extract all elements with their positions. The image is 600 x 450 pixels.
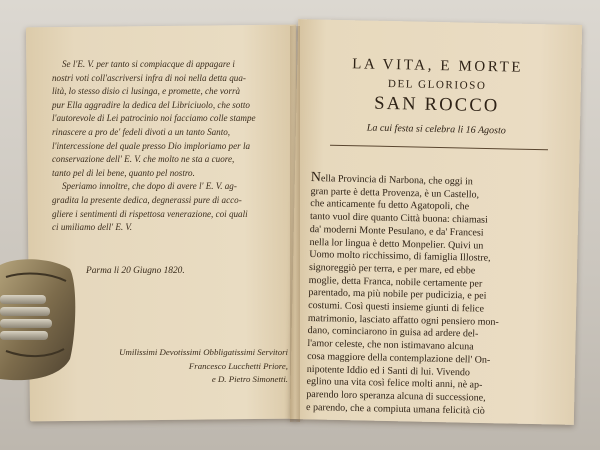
text-line: l'amor celeste, che non istimavano alcuna [307, 338, 474, 353]
text-line: parendo loro speranza alcuna di successione, [306, 388, 486, 404]
text-line: nella lor lingua è detto Monpelier. Quivi un [309, 236, 484, 252]
title-line-3: SAN ROCCO [374, 93, 500, 117]
text-line: nostri voti coll'ascriversi infra di noi nella detta qua- [52, 72, 246, 83]
signature-block [112, 346, 288, 387]
text-line: rinascere a pro de' fedeli divoti a un tanto Santo, [52, 126, 231, 137]
metal-clip-icon [0, 255, 78, 387]
signature-line: Francesco Lucchetti Priore, [188, 360, 288, 371]
text-line: tanto vuol dire quanto Città buona: chiamasi [309, 211, 488, 226]
text-line: Speriamo innoltre, che dopo di avere l' E. V. ag- [62, 181, 237, 192]
text-line: Se l'E. V. per tanto si compiacque di appagare i [62, 59, 235, 69]
signature-line: e D. Pietro Simonetti. [211, 374, 288, 384]
title-line-1: LA VITA, E MORTE [352, 56, 524, 76]
text-line: matrimonio, lasciato affatto ogni pensiero mon- [307, 312, 499, 328]
text-line: l'intercessione del quale presso Dio imploriamo per la [52, 140, 251, 151]
text-line: Uomo molto ricchissimo, di famiglia Illostre, [309, 249, 491, 264]
text-line: e parendo, che a compiuta umana felicità ciò [305, 401, 485, 417]
text-line: gradita la presente dedica, degnerassi pure di acco- [52, 194, 242, 205]
book-gutter [290, 26, 300, 422]
text-line: nipotente Iddio ed i Santi di lui. Vivendo [306, 363, 471, 378]
text-line: ci umiliamo dell' E. V. [52, 222, 133, 233]
text-line: pur Ella aggradire la dedica del Libriciuolo, che sotto [52, 99, 250, 110]
text-line: conservazione dell' E. V. che molto ne sta a cuore, [52, 154, 235, 165]
text-line: tanto pel di lei bene, quanto pel nostro. [52, 167, 195, 178]
dateline: Parma li 20 Giugno 1820. [86, 266, 185, 276]
text-line: gliere i sentimenti di rispettosa venerazione, coi quali [52, 208, 248, 219]
text-line: l'autorevole di Lei patrocinio noi facciamo colle stampe [52, 113, 256, 124]
body-text [306, 172, 567, 420]
text-line-rest: ella Provincia di Narbona, che oggi in [320, 173, 473, 188]
drop-cap: N [310, 170, 322, 186]
signature-line: Umilissimi Devotissimi Obbligatissimi Servitori [119, 347, 288, 357]
text-line: eglino una vita così felice molti anni, nè ap- [306, 376, 483, 391]
dedication-paragraph-2 [52, 180, 284, 234]
title-line-2: DEL GLORIOSO [387, 77, 487, 93]
text-line: cosa maggiore della contemplazione dell' On- [307, 350, 491, 366]
text-line: parentado, ma più nobile per pudicizia, e pei [308, 287, 487, 303]
text-line: signoreggiò per terra, e per mare, ed ebbe [308, 261, 476, 277]
text-line: lità, lo stesso disio ci lusinga, e promette, che vorrà [52, 86, 241, 97]
text-line: dano, cominciarono in guisa ad ardere del- [307, 325, 479, 340]
text-line: da' moderni Monte Pesulano, e da' Francesi [309, 223, 484, 239]
left-page-text [52, 58, 284, 235]
title-block [305, 55, 569, 137]
text-line: moglie, detta Franca, nobile certamente per [308, 274, 483, 290]
text-line: che anticamente fu detto Agatopoli, che [310, 198, 470, 213]
subtitle: La cui festa si celebra li 16 Agosto [366, 122, 506, 137]
text-line: gran parte è detta Provenza, è un Castello, [310, 185, 480, 201]
dedication-paragraph-1 [52, 58, 284, 180]
text-line: costumi. Così questi insieme giunti di felice [308, 300, 485, 315]
